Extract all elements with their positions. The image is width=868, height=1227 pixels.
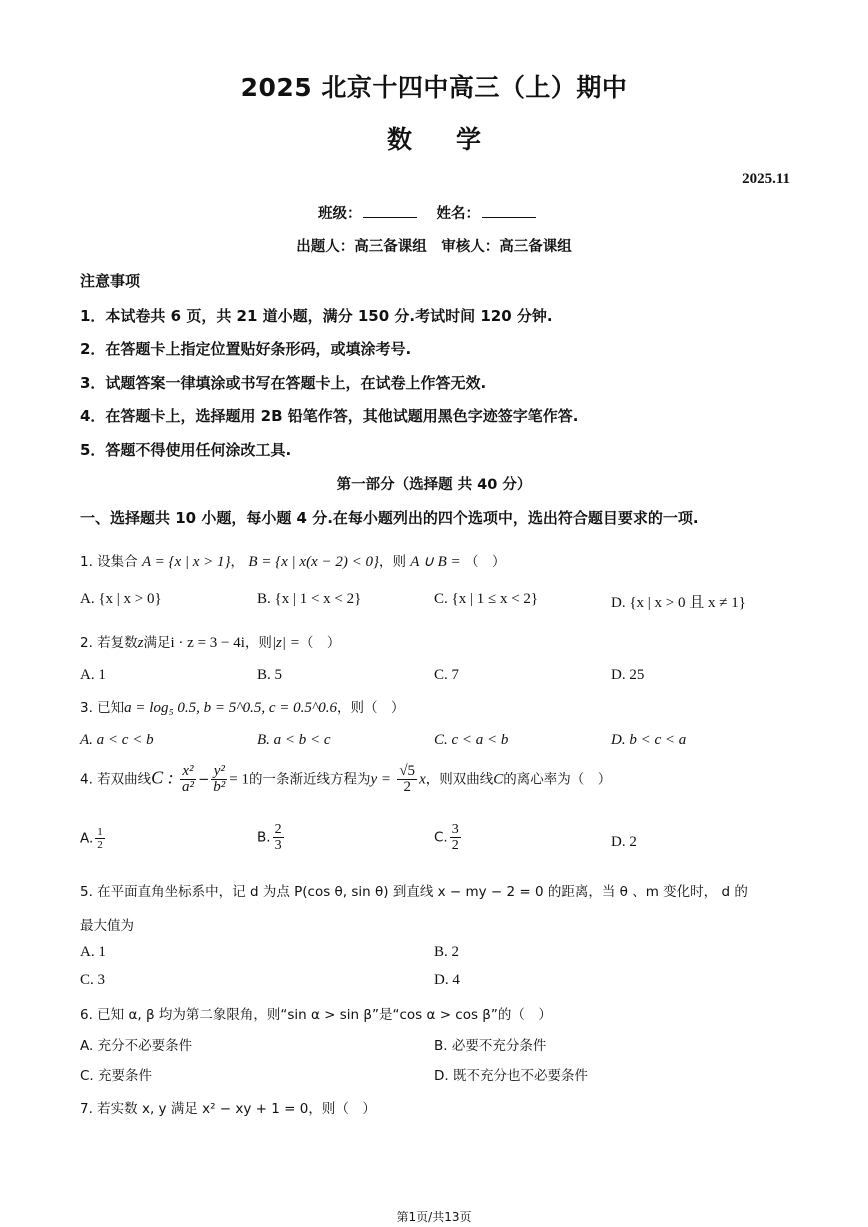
q6-option-c[interactable]: C. 充要条件 <box>80 1068 153 1084</box>
q2-option-b[interactable]: B. 5 <box>257 667 283 683</box>
hyperbola-y-term: $\frac{\text{y²}}{\text{b²}}$ <box>213 763 226 795</box>
q5-option-b[interactable]: B. 2 <box>434 944 460 960</box>
part1-heading: 第一部分（选择题 共 40 分） <box>336 477 532 493</box>
set-b: B = {x | x(x − 2) < 0} <box>248 554 379 570</box>
exam-date: 2025.11 <box>742 171 790 187</box>
question-2-stem: 2. 若复数z满足i · z = 3 − 4i，则|z| =（ ） <box>80 635 341 651</box>
q6-option-a[interactable]: A. 充分不必要条件 <box>80 1038 193 1054</box>
exam-title: 2025 北京十四中高三（上）期中 <box>240 73 628 102</box>
class-blank <box>363 203 417 218</box>
hyperbola-x-term: $\frac{\text{x²}}{\text{a²}}$ <box>181 763 194 795</box>
question-6-stem: 6. 已知 α, β 均为第二象限角，则“sin α > sin β”是“cos α > cos β”的（ ） <box>80 1007 552 1023</box>
q5-option-a[interactable]: A. 1 <box>80 944 106 960</box>
q6-option-d[interactable]: D. 既不充分也不必要条件 <box>434 1068 588 1084</box>
set-a: A = {x | x > 1} <box>141 554 231 570</box>
notice-item: 3．试题答案一律填涂或书写在答题卡上，在试卷上作答无效. <box>80 374 487 392</box>
class-name-line <box>0 202 868 223</box>
name-label: 姓名： <box>436 206 481 222</box>
q3-option-d[interactable]: D. b < c < a <box>611 732 687 748</box>
q2-option-d[interactable]: D. 25 <box>611 667 645 683</box>
q5-option-d[interactable]: D. 4 <box>434 972 460 988</box>
question-3-stem: 3. 已知a = log₅ 0.5, b = 5^0.5, c = 0.5^0.6，则（ ） <box>80 700 405 716</box>
question-5-stem-cont: 最大值为 <box>80 918 134 934</box>
q2-option-a[interactable]: A. 1 <box>80 667 106 683</box>
question-7-stem: 7. 若实数 x, y 满足 x² − xy + 1 = 0，则（ ） <box>80 1101 376 1117</box>
asymptote-slope: $\frac{√5}{2}$ <box>399 763 416 795</box>
name-blank <box>482 203 536 218</box>
q4-option-d[interactable]: D. 2 <box>611 834 637 850</box>
question-4-stem: 4. 若双曲线C : $\frac{\text{x²}}{\text{a²}}$ − $\frac{\text{y²}}{\text{b²}}$ = 1的一条渐近线方程为y = $\frac{√5}{2}$ x，则双曲线C的离心率为（ ） <box>80 763 612 795</box>
notice-item: 5．答题不得使用任何涂改工具. <box>80 441 292 459</box>
exam-subject: 数学 <box>386 125 525 154</box>
q3-option-b[interactable]: B. a < b < c <box>257 732 331 748</box>
question-1-stem: 1. 设集合 A = {x | x > 1}， B = {x | x(x − 2) < 0}，则 A ∪ B = （ ） <box>80 554 506 570</box>
union-expr: A ∪ B = <box>410 554 461 570</box>
q1-option-a[interactable]: A. {x | x > 0} <box>80 591 162 607</box>
part1-instruction: 一、选择题共 10 小题，每小题 4 分.在每小题列出的四个选项中，选出符合题目要求的一项. <box>80 509 699 527</box>
q2-equation: i · z = 3 − 4i <box>170 635 245 651</box>
q6-option-b[interactable]: B. 必要不充分条件 <box>434 1038 547 1054</box>
q3-option-a[interactable]: A. a < c < b <box>80 732 154 748</box>
page-number: 第1页/共13页 <box>396 1210 472 1224</box>
q5-option-c[interactable]: C. 3 <box>80 972 106 988</box>
q4-option-b[interactable]: B. $\frac{2}{3}$ <box>257 822 282 853</box>
question-5-stem: 5. 在平面直角坐标系中，记 d 为点 P(cos θ, sin θ) 到直线 x − my − 2 = 0 的距离，当 θ 、m 变化时， d 的 <box>80 884 748 900</box>
q3-expression: a = log₅ 0.5, b = 5^0.5, c = 0.5^0.6 <box>124 700 337 716</box>
q4-option-c[interactable]: C. $\frac{3}{2}$ <box>434 822 459 853</box>
notice-item: 4．在答题卡上，选择题用 2B 铅笔作答，其他试题用黑色字迹签字笔作答. <box>80 407 579 425</box>
q2-option-c[interactable]: C. 7 <box>434 667 460 683</box>
q1-option-b[interactable]: B. {x | 1 < x < 2} <box>257 591 362 607</box>
class-label: 班级： <box>317 206 362 222</box>
notice-item: 2．在答题卡上指定位置贴好条形码，或填涂考号. <box>80 340 412 358</box>
author-line: 出题人：高三备课组 审核人：高三备课组 <box>296 239 572 255</box>
q4-option-a[interactable]: A. $\frac{1}{2}$ <box>80 826 103 851</box>
q1-option-c[interactable]: C. {x | 1 ≤ x < 2} <box>434 591 539 607</box>
q1-option-d[interactable]: D. {x | x > 0 且 x ≠ 1} <box>611 595 746 611</box>
notice-item: 1．本试卷共 6 页，共 21 道小题，满分 150 分.考试时间 120 分钟. <box>80 307 553 325</box>
notice-heading: 注意事项 <box>80 272 141 290</box>
q3-option-c[interactable]: C. c < a < b <box>434 732 509 748</box>
